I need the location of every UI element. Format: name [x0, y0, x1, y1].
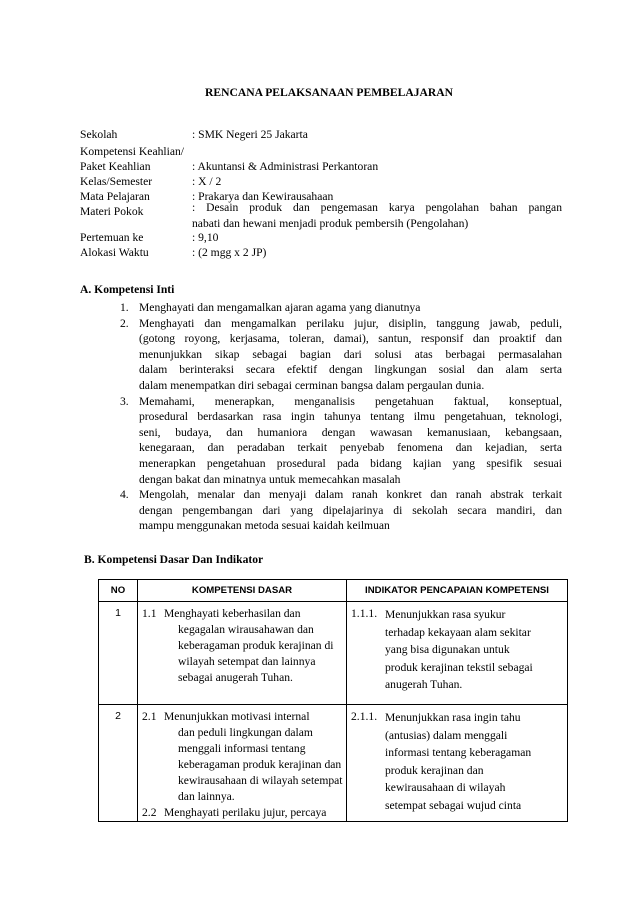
ki-item-line: kenegaraan, dan peradaban terkait penyebab fenomena dan kejadian, serta	[139, 441, 562, 455]
kd-line: keberagaman produk kerajinan di	[178, 639, 334, 652]
indicator-line: anugerah Tuhan.	[385, 678, 463, 691]
ki-item	[120, 394, 562, 488]
ki-item-line: Menghayati dan mengamalkan ajaran agama yang dianutnya	[139, 301, 421, 314]
document-title: RENCANA PELAKSANAAN PEMBELAJARAN	[205, 86, 453, 99]
section-a-heading: A. Kompetensi Inti	[80, 283, 175, 296]
materi-pokok-line-1: : Desain produk dan pengemasan karya pengolahan bahan pangan	[192, 201, 562, 214]
ki-item-line: Menghayati dan mengamalkan perilaku jujur, disiplin, tanggung jawab, peduli,	[139, 316, 562, 330]
indicator-line: produk kerajinan dan	[385, 763, 484, 777]
kd-line: Menghayati perilaku jujur, percaya	[164, 806, 327, 819]
kd-line: sebagai anugerah Tuhan.	[178, 671, 293, 684]
header-indikator: INDIKATOR PENCAPAIAN KOMPETENSI	[347, 580, 568, 602]
info-value: : SMK Negeri 25 Jakarta	[192, 128, 308, 141]
ki-item-line: menerapkan pengetahuan prosedural pada bidang kajian yang spesifik sesuai	[139, 456, 562, 470]
info-label: Materi Pokok	[80, 205, 144, 218]
materi-pokok-line-2: nabati dan hewani menjadi produk pembersih (Pengolahan)	[192, 216, 469, 230]
competency-table	[98, 579, 568, 822]
table-row	[99, 705, 568, 822]
indicator-line: setempat sebagai wujud cinta	[385, 798, 522, 812]
indicator-code: 1.1.1.	[351, 607, 378, 620]
section-b-heading: B. Kompetensi Dasar Dan Indikator	[84, 553, 264, 566]
info-label: Pertemuan ke	[80, 231, 144, 244]
materi-pokok-value	[192, 200, 562, 231]
ki-item-line: dengan pengembangan dari yang dipelajarinya di sekolah secara mandiri, dan	[139, 503, 562, 517]
ki-item-line: menunjukkan sikap sebagai bagian dari solusi atas berbagai permasalahan	[139, 347, 562, 361]
indikator-cell	[347, 705, 568, 822]
kd-entry	[138, 805, 346, 821]
ki-item-line: dalam menempatkan diri sebagai cerminan bangsa dalam pergaulan dunia.	[139, 378, 485, 392]
ki-item-line: Memahami, menerapkan, menganalisis pengetahuan faktual, konseptual,	[139, 394, 562, 408]
kd-code: 2.2	[142, 806, 157, 819]
kd-line: kegagalan wirausahawan dan	[178, 623, 314, 636]
ki-item	[120, 487, 562, 534]
kompetensi-inti-list	[120, 300, 562, 534]
kd-line: wilayah setempat dan lainnya	[178, 655, 316, 668]
kd-line: menggali informasi tentang	[178, 742, 306, 755]
ki-item-line: mampu menggunakan metoda sesuai kaidah keilmuan	[139, 519, 390, 533]
kompetensi-dasar-cell	[138, 602, 347, 705]
indicator-line: (antusias) dalam menggali	[385, 728, 508, 742]
info-label: Kompetensi Keahlian/	[80, 145, 184, 158]
ki-item-line: seni, budaya, dan humaniora dengan wawasan kemanusiaan, kebangsaan,	[139, 425, 562, 439]
indicator-code: 2.1.1.	[351, 710, 378, 723]
ki-item-number: 2.	[120, 316, 129, 330]
ki-item-number: 1.	[120, 301, 129, 314]
ki-item-line: prosedural berdasarkan rasa ingin tahunya tentang ilmu pengetahuan, teknologi,	[139, 410, 562, 424]
table-header-row	[99, 580, 568, 602]
kd-code: 1.1	[142, 607, 157, 620]
info-label: Sekolah	[80, 128, 118, 141]
info-label: Alokasi Waktu	[80, 246, 149, 259]
table-row	[99, 602, 568, 705]
row-number: 1	[99, 602, 138, 705]
ki-item	[120, 300, 562, 316]
kd-line: Menunjukkan motivasi internal	[164, 710, 310, 723]
indicator-line: terhadap kekayaan alam sekitar	[385, 625, 531, 639]
info-label: Kelas/Semester	[80, 175, 153, 188]
ki-item	[120, 316, 562, 394]
indikator-cell	[347, 602, 568, 705]
indicator-line: produk kerajinan tekstil sebagai	[385, 660, 533, 674]
indicator-line: kewirausahaan di wilayah	[385, 781, 506, 794]
info-value: : X / 2	[192, 175, 222, 188]
row-number: 2	[99, 705, 138, 822]
kd-line: Menghayati keberhasilan dan	[164, 607, 301, 620]
kd-entry	[138, 705, 346, 805]
info-label: Paket Keahlian	[80, 160, 151, 173]
ki-item-number: 4.	[120, 488, 129, 502]
kd-line: keberagaman produk kerajinan dan	[178, 758, 342, 771]
table-body	[99, 602, 568, 822]
header-kompetensi-dasar: KOMPETENSI DASAR	[138, 580, 347, 602]
ki-item-line: (gotong royong, kerjasama, toleran, damai), santun, responsif dan proaktif dan	[139, 332, 562, 346]
kd-line: dan lainnya.	[178, 790, 235, 803]
header-no: NO	[99, 580, 138, 602]
indicator-entry	[347, 705, 567, 820]
info-value: : Prakarya dan Kewirausahaan	[192, 190, 334, 203]
ki-item-line: Mengolah, menalar dan menyaji dalam ranah konkret dan ranah abstrak terkait	[139, 488, 562, 502]
ki-item-line: dengan bakat dan minatnya untuk memecahkan masalah	[139, 472, 401, 486]
ki-item-number: 3.	[120, 394, 129, 408]
ki-item-line: dalam berinteraksi secara efektif dengan lingkungan sosial dan alam serta	[139, 363, 562, 377]
kd-line: dan peduli lingkungan dalam	[178, 726, 313, 739]
kd-line: kewirausahaan di wilayah setempat	[178, 774, 343, 787]
indicator-line: informasi tentang keberagaman	[385, 746, 532, 759]
info-value: : Akuntansi & Administrasi Perkantoran	[192, 160, 379, 173]
indicator-line: yang bisa digunakan untuk	[385, 643, 510, 656]
kd-code: 2.1	[142, 710, 157, 723]
indicator-entry	[347, 602, 567, 700]
info-label: Mata Pelajaran	[80, 190, 150, 203]
info-value: : (2 mgg x 2 JP)	[192, 246, 267, 259]
kd-entry	[138, 602, 346, 704]
indicator-line: Menunjukkan rasa syukur	[385, 608, 506, 621]
indicator-line: Menunjukkan rasa ingin tahu	[385, 711, 521, 724]
info-value: : 9,10	[192, 231, 219, 244]
kompetensi-dasar-cell	[138, 705, 347, 822]
